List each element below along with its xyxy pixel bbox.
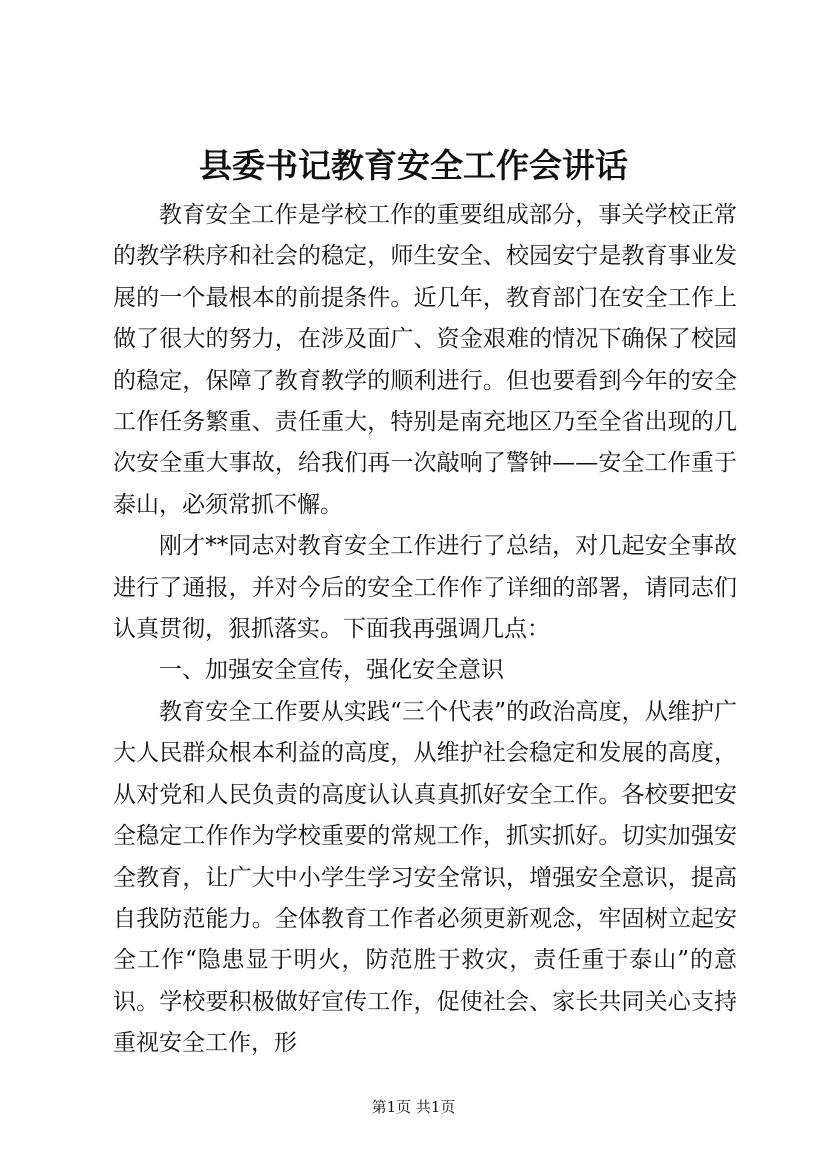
paragraph-section-1: 教育安全工作要从实践“三个代表”的政治高度，从维护广大人民群众根本利益的高度，从维护社会稳定和发展的高度，从对党和人民负责的高度认认真真抓好安全工作。各校要把安全稳定工作作为学校重要的常规工作，抓实抓好。切实加强安全教育，让广大中小学生学习安全常识，增强安全意识，提高自我防范能力。全体教育工作者必须更新观念，牢固树立起安全工作“隐患显于明火，防范胜于救灾，责任重于泰山”的意识。学校要积极做好宣传工作，促使社会、家长共同关心支持重视安全工作，形 bbox=[113, 698, 737, 1057]
paragraph-intro: 教育安全工作是学校工作的重要组成部分，事关学校正常的教学秩序和社会的稳定，师生安全、校园安宁是教育事业发展的一个最根本的前提条件。近几年，教育部门在安全工作上做了很大的努力，在涉及面广、资金艰难的情况下确保了校园的稳定，保障了教育教学的顺利进行。但也要看到今年的安全工作任务繁重、责任重大，特别是南充地区乃至全省出现的几次安全重大事故，给我们再一次敲响了警钟——安全工作重于泰山，必须常抓不懈。 bbox=[113, 202, 737, 518]
section-heading-1: 一、加强安全宣传，强化安全意识 bbox=[159, 657, 504, 684]
paragraph-summary: 刚才**同志对教育安全工作进行了总结，对几起安全事故进行了通报，并对今后的安全工作作了详细的部署，请同志们认真贯彻，狠抓落实。下面我再强调几点： bbox=[113, 533, 737, 643]
page-footer: 第1页 共1页 bbox=[371, 1098, 456, 1116]
document-title: 县委书记教育安全工作会讲话 bbox=[199, 146, 628, 185]
document-body bbox=[113, 195, 737, 1065]
